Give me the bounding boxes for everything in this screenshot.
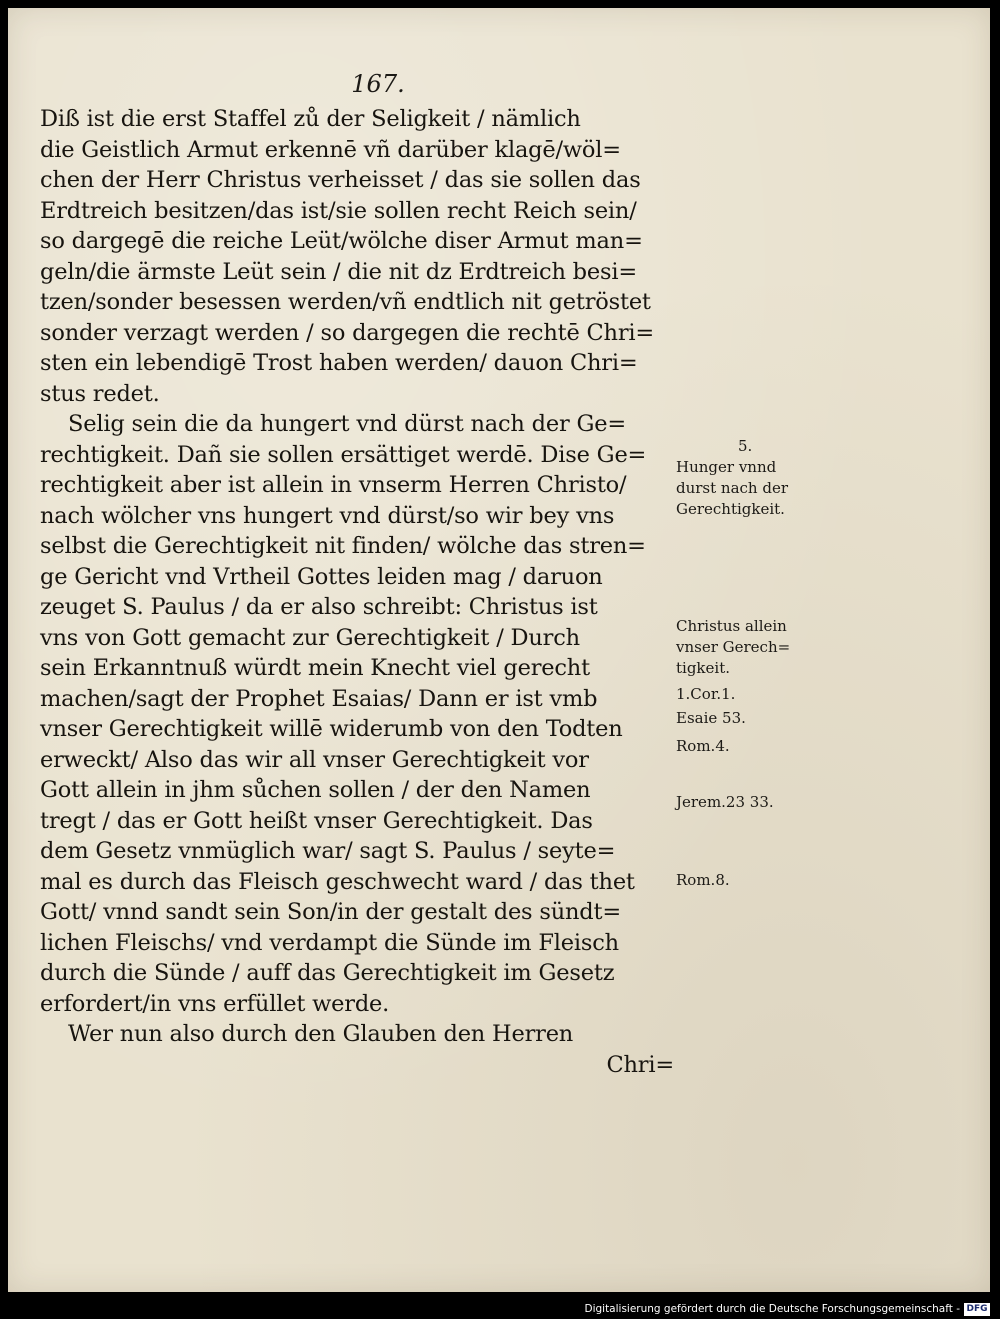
text-line: Wer nun also durch den Glauben den Herren: [68, 1021, 574, 1047]
text-line: nach wölcher vns hungert vnd dürst/so wir bey vns: [40, 502, 615, 529]
margin-note: [676, 436, 788, 520]
text-line: sein Erkanntnuß würdt mein Knecht viel gerecht: [40, 655, 590, 681]
book-page: [8, 8, 990, 1292]
text-line: mal es durch das Fleisch geschwecht ward / das thet: [40, 868, 635, 895]
margin-note-line: 1.Cor.1.: [676, 685, 736, 703]
margin-note: [676, 870, 730, 891]
text-line: rechtigkeit. Dañ sie sollen ersättiget werdē. Dise Ge=: [40, 441, 647, 468]
margin-note-line: Rom.8.: [676, 871, 730, 889]
margin-note-line: Hunger vnnd: [676, 458, 777, 476]
text-line: selbst die Gerechtigkeit nit finden/ wölche das stren=: [40, 533, 646, 559]
text-line: chen der Herr Christus verheisset / das sie sollen das: [40, 167, 641, 193]
margin-note: [676, 708, 746, 729]
body-text: [40, 104, 680, 1080]
margin-note: [676, 616, 790, 679]
text-line: durch die Sünde / auff das Gerechtigkeit im Gesetz: [40, 960, 615, 986]
text-line: geln/die ärmste Leüt sein / die nit dz Erdtreich besi=: [40, 258, 637, 285]
text-line: Chri=: [606, 1051, 674, 1078]
text-line: ge Gericht vnd Vrtheil Gottes leiden mag / daruon: [40, 563, 603, 590]
text-line: Gott/ vnnd sandt sein Son/in der gestalt des sündt=: [40, 899, 621, 925]
page-number: 167.: [351, 70, 405, 98]
text-line: rechtigkeit aber ist allein in vnserm Herren Christo/: [40, 472, 627, 498]
margin-note: [676, 684, 735, 705]
margin-note-line: tigkeit.: [676, 659, 730, 677]
text-line: sten ein lebendigē Trost haben werden/ dauon Chri=: [40, 350, 638, 376]
text-line: tzen/sonder besessen werden/vñ endtlich nit getröstet: [40, 289, 651, 315]
margin-note-line: vnser Gerech=: [676, 638, 791, 656]
margin-note: [676, 736, 730, 757]
margin-note-line: 5.: [738, 437, 753, 455]
margin-note-line: Gerechtigkeit.: [676, 500, 785, 518]
text-line: so dargegē die reiche Leüt/wölche diser Armut man=: [40, 228, 643, 254]
text-line: Selig sein die da hungert vnd dürst nach der Ge=: [68, 411, 627, 437]
text-line: zeuget S. Paulus / da er also schreibt: Christus ist: [40, 594, 598, 620]
text-line: sonder verzagt werden / so dargegen die rechtē Chri=: [40, 319, 655, 346]
funding-notice: Digitalisierung gefördert durch die Deutsche Forschungsgemeinschaft -: [584, 1303, 960, 1315]
text-line: erweckt/ Also das wir all vnser Gerechtigkeit vor: [40, 746, 589, 773]
text-line: machen/sagt der Prophet Esaias/ Dann er ist vmb: [40, 685, 598, 712]
text-line: tregt / das er Gott heißt vnser Gerechtigkeit. Das: [40, 807, 593, 834]
text-line: die Geistlich Armut erkennē vñ darüber klagē/wöl=: [40, 136, 621, 163]
margin-note-line: Rom.4.: [676, 737, 730, 755]
dfg-logo-icon: DFG: [964, 1303, 990, 1316]
text-line: Diß ist die erst Staffel zů der Seligkeit / nämlich: [40, 106, 581, 132]
text-line: stus redet.: [40, 380, 160, 407]
text-line: vns von Gott gemacht zur Gerechtigkeit / Durch: [40, 624, 580, 651]
margin-note-line: Jerem.23 33.: [676, 793, 774, 811]
text-line: dem Gesetz vnmüglich war/ sagt S. Paulus / seyte=: [40, 838, 616, 864]
margin-note-line: durst nach der: [676, 479, 789, 497]
text-line: Erdtreich besitzen/das ist/sie sollen recht Reich sein/: [40, 197, 637, 224]
text-line: lichen Fleischs/ vnd verdampt die Sünde im Fleisch: [40, 929, 619, 956]
margin-note-line: Esaie 53.: [676, 709, 746, 727]
text-line: Gott allein in jhm sůchen sollen / der den Namen: [40, 777, 591, 803]
margin-note-line: Christus allein: [676, 617, 787, 635]
margin-note: [676, 792, 774, 813]
text-line: vnser Gerechtigkeit willē widerumb von den Todten: [40, 716, 623, 742]
footer: [584, 1300, 990, 1318]
text-line: erfordert/in vns erfüllet werde.: [40, 990, 390, 1017]
